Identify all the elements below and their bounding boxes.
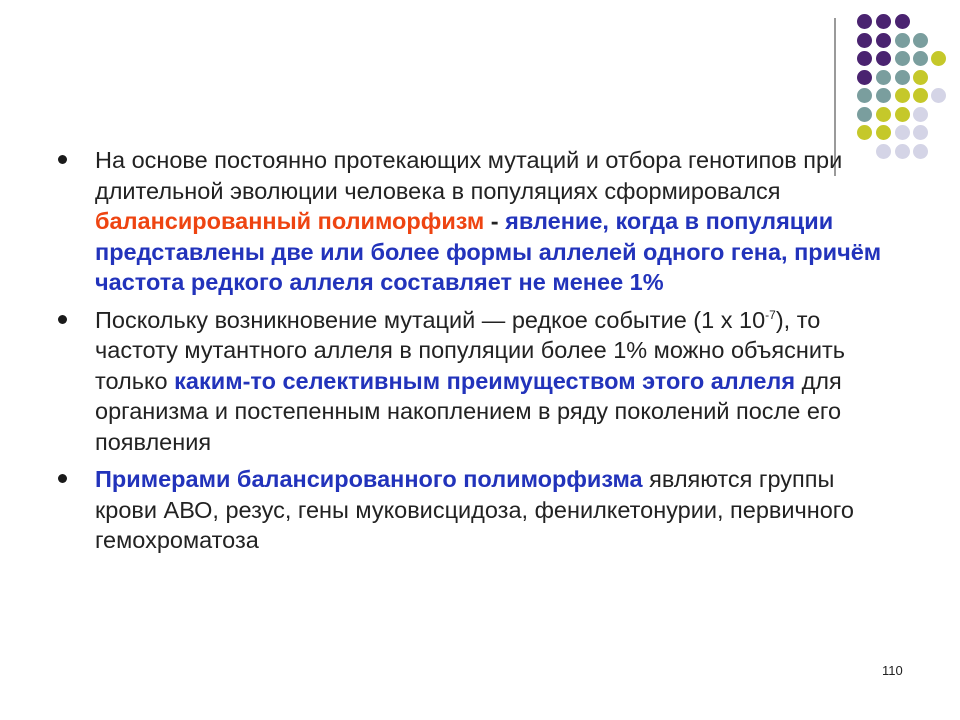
decor-dot [895,125,910,140]
term-definition: явление, когда в популяции представлены две или более формы аллелей одного гена, причём частота редкого аллеля составляет не менее 1% [95,208,882,295]
decor-dot [913,51,928,66]
decor-dot [913,33,928,48]
selective-advantage-emphasis: каким-то селективным преимуществом этого аллеля [174,367,796,394]
decor-dot [857,88,872,103]
decor-dot [857,125,872,140]
decor-dot [876,51,891,66]
decor-dot [931,51,946,66]
decor-dot [857,51,872,66]
bullet-2-text-a: Поскольку возникновение мутаций — редкое событие (1 х 10 [95,306,766,333]
decor-dot [895,33,910,48]
decor-dot [876,88,891,103]
bullet-icon [58,474,67,483]
bullet-icon [58,315,67,324]
dash: - [484,208,506,234]
decor-dot [895,51,910,66]
decor-dot [895,88,910,103]
decor-dot [876,14,891,29]
decor-dot [913,88,928,103]
decor-dot [876,70,891,85]
bullet-item-3 [58,464,888,556]
decor-dot [913,144,928,159]
bullet-3-text: являются группы крови АВО, резус, гены муковисцидоза, фенилкетонурии, первичного гемохроматоза [95,466,854,553]
page-number: 110 [882,663,903,678]
bullet-2-text-c: для организма и постепенным накоплением в ряду поколений после его появления [95,367,842,455]
bullet-1-text: На основе постоянно протекающих мутаций и отбора генотипов при длительной эволюции человека в популяциях сформировался [95,147,843,204]
bullet-2-text-b: ), то частоту мутантного аллеля в популяции более 1% можно объяснить только [95,306,845,394]
term-balanced-polymorphism: балансированный полиморфизм [95,208,485,234]
bullet-icon [58,155,67,164]
decor-dot [895,70,910,85]
examples-emphasis: Примерами балансированного полиморфизма [95,466,643,492]
decor-dot [913,70,928,85]
decor-dot [931,88,946,103]
decor-dot [857,33,872,48]
exponent: -7 [765,307,776,322]
decor-dot [913,125,928,140]
slide-body [58,145,888,563]
decor-dot [895,144,910,159]
decor-dot [876,33,891,48]
decor-dot [876,125,891,140]
decor-dot [895,107,910,122]
bullet-item-1 [58,145,888,298]
decor-dot [895,14,910,29]
bullet-item-2 [58,305,888,458]
decor-dot [857,107,872,122]
decor-dot [857,14,872,29]
decor-dot [913,107,928,122]
decor-dot [876,107,891,122]
decor-dot [857,70,872,85]
